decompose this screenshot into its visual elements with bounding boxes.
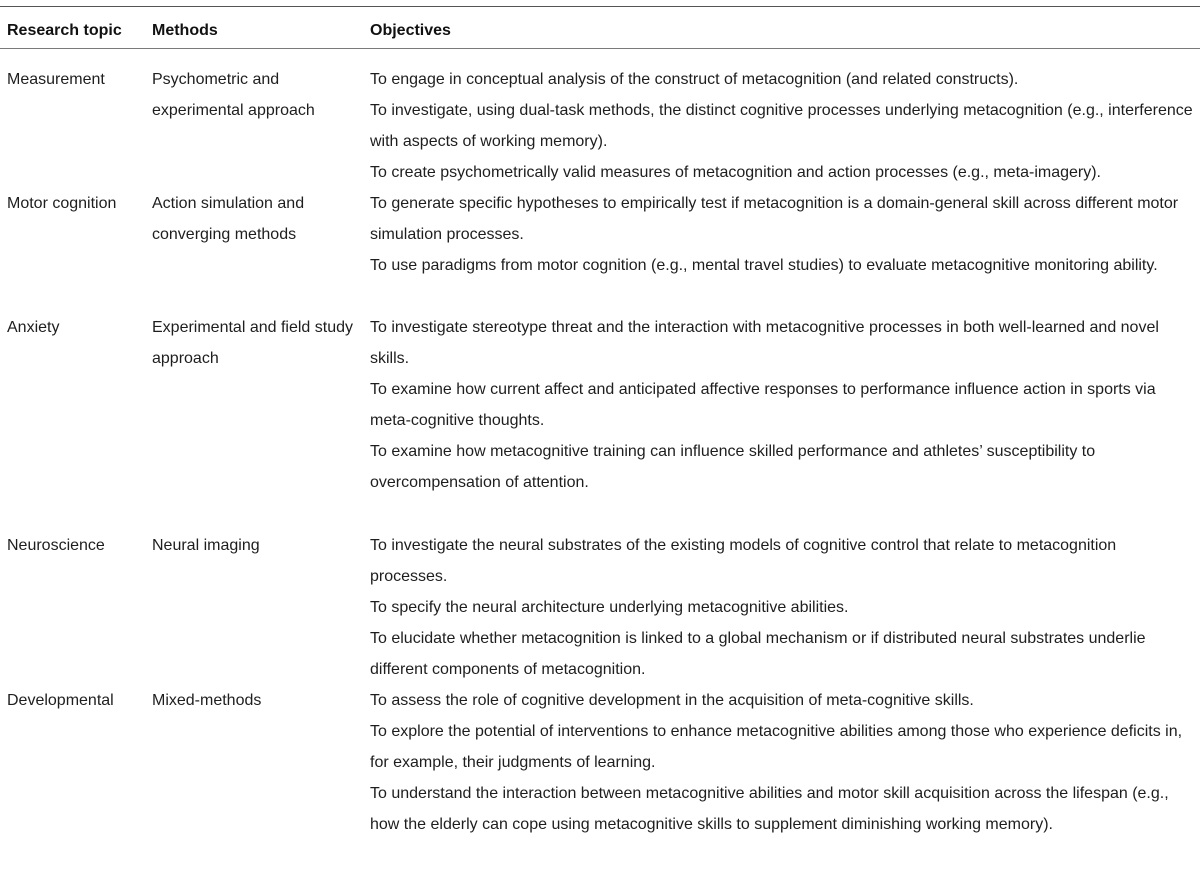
header-objectives: Objectives: [370, 22, 451, 39]
objective: To investigate, using dual-task methods, the distinct cognitive processes underlying metacognition (e.g., interference with aspects of working memory).: [370, 102, 1193, 150]
header-rule: [0, 48, 1200, 49]
row-objectives-anxiety: [370, 312, 1194, 498]
objective: To assess the role of cognitive development in the acquisition of meta-cognitive skills.: [370, 692, 974, 709]
row-topic-neuroscience: Neuroscience: [7, 537, 105, 554]
row-topic-measurement: Measurement: [7, 71, 105, 88]
row-method-developmental: Mixed-methods: [152, 692, 262, 709]
objective: To investigate the neural substrates of the existing models of cognitive control that relate to metacognition processes.: [370, 537, 1117, 585]
objective: To use paradigms from motor cognition (e.g., mental travel studies) to evaluate metacognitive monitoring ability.: [370, 257, 1158, 274]
row-objectives-developmental: [370, 685, 1194, 840]
objective: To generate specific hypotheses to empirically test if metacognition is a domain-general skill across different motor simulation processes.: [370, 195, 1179, 243]
table-top-rule: [0, 6, 1200, 7]
row-topic-anxiety: Anxiety: [7, 319, 60, 336]
row-method-motor-cognition: Action simulation and converging methods: [152, 195, 305, 243]
header-methods: Methods: [152, 22, 218, 39]
row-method-anxiety: Experimental and field study approach: [152, 319, 353, 367]
row-method-neuroscience: Neural imaging: [152, 537, 260, 554]
row-objectives-neuroscience: [370, 530, 1194, 685]
row-method-measurement: Psychometric and experimental approach: [152, 71, 315, 119]
objective: To engage in conceptual analysis of the construct of metacognition (and related constructs).: [370, 71, 1019, 88]
objective: To elucidate whether metacognition is linked to a global mechanism or if distributed neural substrates underlie different components of metacognition.: [370, 630, 1146, 678]
row-objectives-measurement: [370, 64, 1194, 188]
header-research-topic: Research topic: [7, 22, 122, 39]
objective: To examine how current affect and anticipated affective responses to performance influence action in sports via meta-cognitive thoughts.: [370, 381, 1156, 429]
objective: To investigate stereotype threat and the interaction with metacognitive processes in both well-learned and novel skills.: [370, 319, 1159, 367]
row-topic-developmental: Developmental: [7, 692, 114, 709]
objective: To specify the neural architecture underlying metacognitive abilities.: [370, 599, 849, 616]
row-objectives-motor-cognition: [370, 188, 1194, 281]
objective: To explore the potential of interventions to enhance metacognitive abilities among those who experience deficits in, for example, their judgments of learning.: [370, 723, 1183, 771]
objective: To examine how metacognitive training can influence skilled performance and athletes’ susceptibility to overcompensation of attention.: [370, 443, 1096, 491]
objective: To create psychometrically valid measures of metacognition and action processes (e.g., meta-imagery).: [370, 164, 1101, 181]
row-topic-motor-cognition: Motor cognition: [7, 195, 117, 212]
objective: To understand the interaction between metacognitive abilities and motor skill acquisition across the lifespan (e.g., how the elderly can cope using metacognitive skills to supplement diminishing working memory).: [370, 785, 1169, 833]
